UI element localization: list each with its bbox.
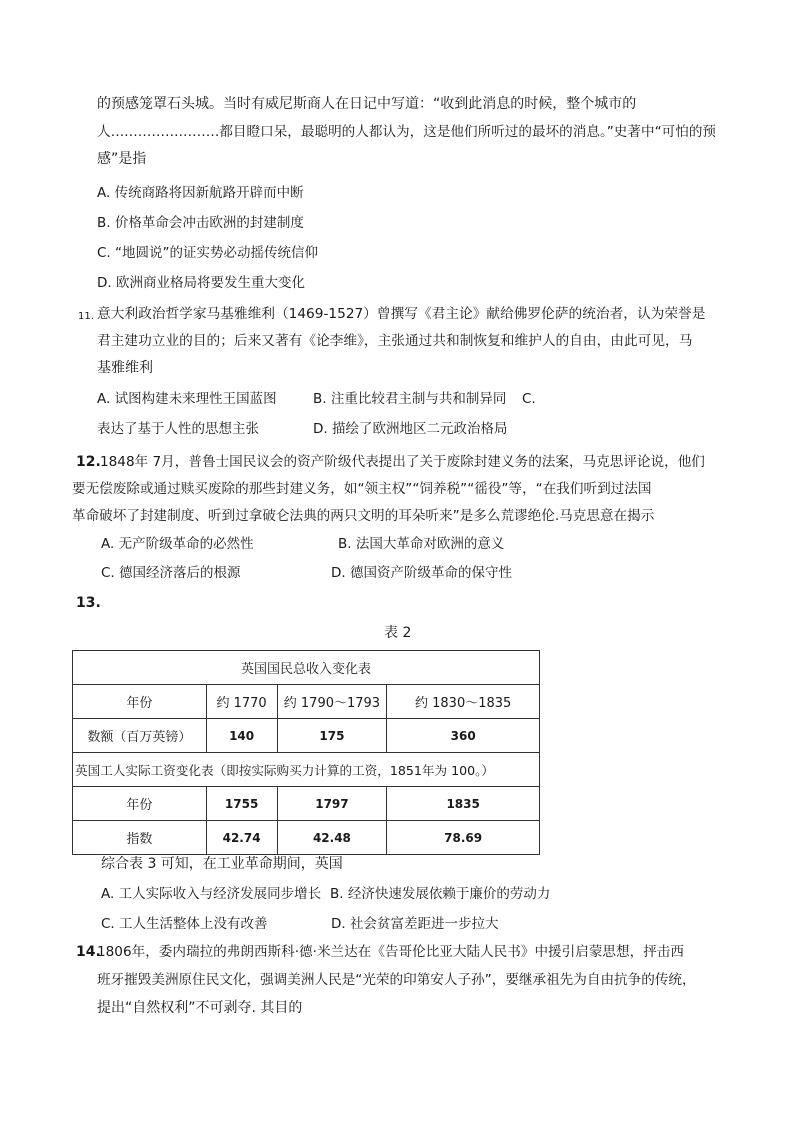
q10-stem-line1: 的预感笼罩石头城。当时有威尼斯商人在日记中写道：“收到此消息的时候，整个城市的 xyxy=(97,96,637,112)
table-cell: 1755 xyxy=(206,787,277,821)
q11-stem-line1: 意大利政治哲学家马基雅维利（1469-1527）曾撰写《君主论》献给佛罗伦萨的统治者，认为荣誉是 xyxy=(97,306,706,322)
q10-stem-line2: 人……………………都目瞪口呆，最聪明的人都认为，这是他们所听过的最坏的消息。”史著中“可怕的预 xyxy=(97,124,717,140)
table-cell: 约 1790～1793 xyxy=(277,685,387,719)
table-cell: 约 1830～1835 xyxy=(387,685,540,719)
table-cell: 42.74 xyxy=(206,821,277,855)
q13-number: 13. xyxy=(76,595,101,611)
q10-option-d: D. 欧洲商业格局将要发生重大变化 xyxy=(97,275,305,291)
table-row xyxy=(73,787,540,821)
table-cell: 1835 xyxy=(387,787,540,821)
q12-option-a: A. 无产阶级革命的必然性 xyxy=(101,536,254,552)
q11-number: 11. xyxy=(78,311,94,322)
q14-stem-line1: 1806年，委内瑞拉的弗朗西斯科·德·米兰达在《告哥伦比亚大陆人民书》中援引启蒙思想，抨击西 xyxy=(97,944,684,960)
table-row xyxy=(73,821,540,855)
q14-number: 14. xyxy=(76,944,101,960)
table-cell: 约 1770 xyxy=(206,685,277,719)
q12-option-c: C. 德国经济落后的根源 xyxy=(101,565,241,581)
table-title-wages: 英国工人实际工资变化表（即按实际购买力计算的工资，1851年为 100。） xyxy=(73,753,540,787)
q14-stem-line2: 班牙摧毁美洲原住民文化，强调美洲人民是“光荣的印第安人子孙”，要继承祖先为自由抗争的传统， xyxy=(97,972,696,988)
q13-option-d: D. 社会贫富差距进一步拉大 xyxy=(331,916,499,932)
table-cell: 数额（百万英镑） xyxy=(73,719,207,753)
table-row xyxy=(73,719,540,753)
q12-option-d: D. 德国资产阶级革命的保守性 xyxy=(331,565,512,581)
q11-stem-line3: 基雅维利 xyxy=(97,360,153,376)
table-caption: 表 2 xyxy=(384,625,412,641)
q13-option-c: C. 工人生活整体上没有改善 xyxy=(101,916,268,932)
q12-stem-line3: 革命破坏了封建制度、听到过拿破仑法典的两只文明的耳朵听来”是多么荒谬绝伦.马克思意在揭示 xyxy=(72,508,655,524)
q11-option-c-prefix: C. xyxy=(522,391,536,407)
table-cell: 年份 xyxy=(73,787,207,821)
q13-option-a: A. 工人实际收入与经济发展同步增长 xyxy=(101,886,322,902)
table-cell: 42.48 xyxy=(277,821,387,855)
q10-option-b: B. 价格革命会冲击欧洲的封建制度 xyxy=(97,215,304,231)
data-table xyxy=(72,650,540,855)
q11-option-b: B. 注重比较君主制与共和制异同 xyxy=(313,391,507,407)
q10-option-c: C. “地圆说”的证实势必动摇传统信仰 xyxy=(97,245,318,261)
q12-stem-line1: 1848年 7月，普鲁士国民议会的资产阶级代表提出了关于废除封建义务的法案，马克思评论说，他们 xyxy=(100,454,705,470)
q11-option-d: D. 描绘了欧洲地区二元政治格局 xyxy=(313,421,508,437)
table-cell: 1797 xyxy=(277,787,387,821)
q13-stem: 综合表 3 可知，在工业革命期间，英国 xyxy=(101,856,343,872)
q10-option-a: A. 传统商路将因新航路开辟而中断 xyxy=(97,185,304,201)
table-cell: 140 xyxy=(206,719,277,753)
q11-option-c: 表达了基于人性的思想主张 xyxy=(97,421,259,437)
q12-option-b: B. 法国大革命对欧洲的意义 xyxy=(338,536,505,552)
table-row xyxy=(73,685,540,719)
table-cell: 360 xyxy=(387,719,540,753)
q10-stem-line3: 感”是指 xyxy=(97,151,147,167)
table-cell: 指数 xyxy=(73,821,207,855)
table-title-income: 英国国民总收入变化表 xyxy=(73,651,540,685)
q12-stem-line2: 要无偿废除或通过赎买废除的那些封建义务，如“领主权”“饲养税”“徭役”等，“在我们听到过法国 xyxy=(72,481,652,497)
table-cell: 78.69 xyxy=(387,821,540,855)
table-cell: 年份 xyxy=(73,685,207,719)
q11-option-a: A. 试图构建未来理性王国蓝图 xyxy=(97,391,277,407)
table-cell: 175 xyxy=(277,719,387,753)
q14-stem-line3: 提出“自然权利”不可剥夺. 其目的 xyxy=(97,1000,303,1016)
q11-stem-line2: 君主建功立业的目的；后来又著有《论李维》，主张通过共和制恢复和维护人的自由，由此可见，马 xyxy=(97,333,693,349)
q12-number: 12. xyxy=(76,454,101,470)
q13-option-b: B. 经济快速发展依赖于廉价的劳动力 xyxy=(330,886,551,902)
